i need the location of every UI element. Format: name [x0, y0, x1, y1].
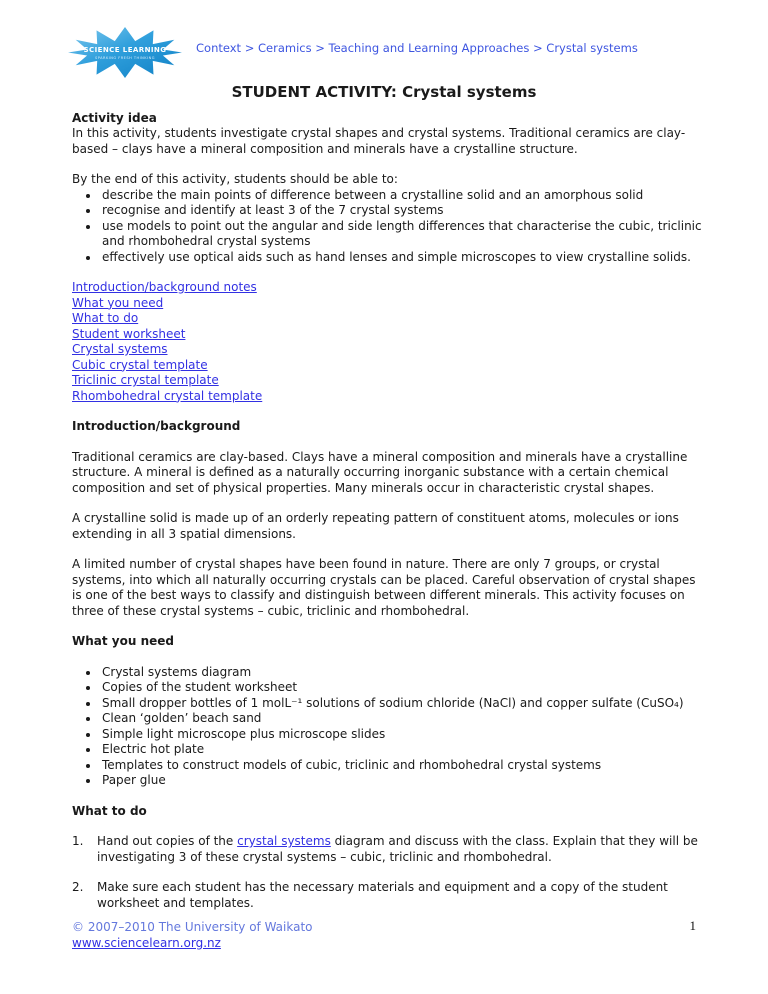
page-header [0, 0, 768, 80]
what-to-do-heading: What to do [72, 803, 147, 818]
material-item: • Copies of the student worksheet [100, 680, 704, 696]
site-link[interactable]: www.sciencelearn.org.nz [72, 935, 221, 950]
material-item: • Small dropper bottles of 1 molL⁻¹ solutions of sodium chloride (NaCl) and copper sulfate (CuSO₄) [100, 696, 704, 712]
activity-idea-intro: In this activity, students investigate crystal shapes and crystal systems. Traditional ceramics are clay-based – clays have a mineral composition and minerals have a crystalline structure. [72, 126, 686, 156]
logo-name-text: SCIENCE LEARNING [83, 45, 167, 55]
objectives-list [72, 188, 704, 266]
step-text: Make sure each student has the necessary materials and equipment and a copy of the student worksheet and templates. [97, 880, 668, 910]
objective-item: • describe the main points of difference between a crystalline solid and an amorphous solid [100, 188, 704, 204]
step-number: 2. [72, 880, 84, 894]
activity-idea-heading: Activity idea [72, 110, 157, 125]
what-you-need-heading: What you need [72, 634, 174, 648]
material-item: • Templates to construct models of cubic, triclinic and rhombohedral crystal systems [100, 758, 704, 774]
science-learning-logo [66, 25, 184, 80]
step-text [97, 834, 704, 865]
crystal-systems-link[interactable]: crystal systems [237, 834, 331, 848]
introduction-paragraph: A crystalline solid is made up of an orderly repeating pattern of constituent atoms, molecules or ions extending in all 3 spatial dimensions. [72, 511, 679, 541]
toc-link-what-to-do[interactable]: What to do [72, 311, 139, 325]
introduction-paragraph: A limited number of crystal shapes have been found in nature. There are only 7 groups, or crystal systems, into which all naturally occurring crystals can be placed. Careful observation of crystal shapes is one of the best ways to classify and distinguish between different minerals. This activity focuses on three of these crystal systems – cubic, triclinic and rhombohedral. [72, 557, 696, 618]
breadcrumb: Context > Ceramics > Teaching and Learning Approaches > Crystal systems [196, 41, 638, 55]
page-number: 1 [689, 918, 696, 933]
toc-link-triclinic-crystal-template[interactable]: Triclinic crystal template [72, 373, 219, 387]
step-item-2 [72, 880, 704, 911]
step-item-1 [72, 834, 704, 865]
toc-link-crystal-systems[interactable]: Crystal systems [72, 342, 168, 356]
material-item: • Simple light microscope plus microscope slides [100, 727, 704, 743]
objective-item: • recognise and identify at least 3 of the 7 crystal systems [100, 203, 704, 219]
materials-list [72, 665, 704, 789]
material-item: • Electric hot plate [100, 742, 704, 758]
table-of-contents [72, 280, 704, 404]
toc-link-rhombohedral-crystal-template[interactable]: Rhombohedral crystal template [72, 388, 263, 403]
copyright-text: © 2007–2010 The University of Waikato [72, 920, 313, 934]
toc-link-what-you-need[interactable]: What you need [72, 295, 164, 310]
objectives-lead: By the end of this activity, students should be able to: [72, 172, 398, 186]
toc-link-cubic-crystal-template[interactable]: Cubic crystal template [72, 357, 208, 372]
step-text-after: diagram and discuss with the class. Explain that they will be investigating 3 of these crystal systems – cubic, triclinic and rhombohedral. [97, 834, 698, 864]
page-footer [72, 920, 704, 951]
step-number: 1. [72, 834, 84, 848]
objective-item: • effectively use optical aids such as hand lenses and simple microscopes to view crystalline solids. [100, 250, 704, 266]
toc-link-introduction-background-notes[interactable]: Introduction/background notes [72, 280, 257, 294]
material-item: • Clean ‘golden’ beach sand [100, 711, 704, 727]
material-item: • Paper glue [100, 773, 704, 789]
step-text-before: Hand out copies of the [97, 834, 238, 848]
material-item: • Crystal systems diagram [100, 665, 704, 681]
logo-tagline-text: SPARKING FRESH THINKING [95, 55, 155, 60]
introduction-paragraph: Traditional ceramics are clay-based. Clays have a mineral composition and minerals have a crystalline structure. A mineral is defined as a naturally occurring inorganic substance with a certain chemical composition and set of physical properties. Many minerals occur in characteristic crystal shapes. [72, 449, 688, 495]
document-body [72, 111, 704, 912]
toc-link-student-worksheet[interactable]: Student worksheet [72, 326, 186, 341]
introduction-heading: Introduction/background [72, 419, 241, 433]
page-title: STUDENT ACTIVITY: Crystal systems [231, 83, 537, 101]
objective-item: • use models to point out the angular and side length differences that characterise the cubic, triclinic and rhombohedral crystal systems [100, 219, 704, 250]
